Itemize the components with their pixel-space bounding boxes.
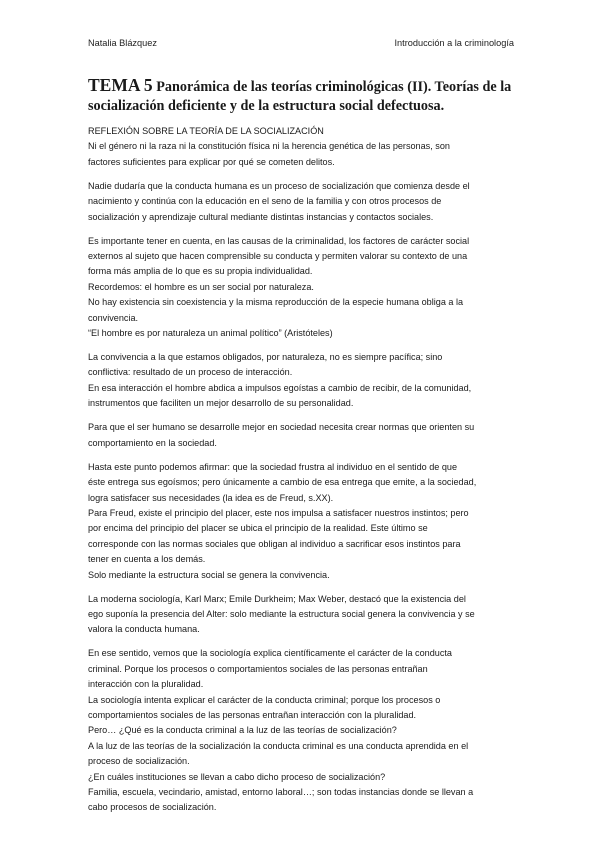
page-title [88,76,528,116]
text-line: Para Freud, existe el principio del placer, este nos impulsa a satisfacer nuestros instintos; pero [88,507,469,518]
text-line: Familia, escuela, vecindario, amistad, entorno laboral…; son todas instancias donde se llevan a [88,787,474,797]
text-line: instrumentos que faciliten un mejor desarrollo de su personalidad. [88,398,354,409]
text-line: Ni el género ni la raza ni la constitución física ni la herencia genética de las personas, son [88,141,450,152]
paragraph [88,350,518,412]
text-line: conflictiva: resultado de un proceso de interacción. [88,367,293,378]
text-line: corresponde con las normas sociales que obligan al individuo a sacrificar esos instintos para [88,538,461,549]
title-text: Panorámica de las teorías criminológicas (II). Teorías de la socialización deficiente y de la estructura social defectuosa. [88,79,512,114]
section-heading: REFLEXIÓN SOBRE LA TEORÍA DE LA SOCIALIZACIÓN [88,126,324,136]
text-line: proceso de socialización. [88,756,190,767]
text-line: Hasta este punto podemos afirmar: que la sociedad frustra al individuo en el sentido de que [88,461,458,472]
text-line: En esa interacción el hombre abdica a impulsos egoístas a cambio de recibir, de la comunidad, [88,382,472,393]
paragraph [88,420,518,451]
text-line: La convivencia a la que estamos obligados, por naturaleza, no es siempre pacífica; sino [88,352,443,363]
text-line: comportamientos sociales de las personas entrañan interacción con la pluralidad. [88,709,417,720]
paragraph [88,124,518,170]
text-line: logra satisfacer sus necesidades (la idea es de Freud, s.XX). [88,492,334,503]
paragraph [88,234,518,342]
text-line: criminal. Porque los procesos o comportamientos sociales de las personas entrañan [88,663,428,674]
text-line: ¿En cuáles instituciones se llevan a cabo dicho proceso de socialización? [88,771,386,782]
text-line: Pero… ¿Qué es la conducta criminal a la luz de las teorías de socialización? [88,725,397,736]
text-line: “El hombre es por naturaleza un animal político” (Aristóteles) [88,328,333,339]
text-line: La sociología intenta explicar el carácter de la conducta criminal; porque los procesos o [88,694,441,705]
text-line: éste entrega sus egoísmos; pero únicamente a cambio de esa entrega que emite, a la sociedad, [88,477,477,488]
text-line: externos al sujeto que hacen comprensible su conducta y permiten valorar su contexto de una [88,251,468,262]
text-line: Para que el ser humano se desarrolle mejor en sociedad necesita crear normas que orienten su [88,422,475,433]
text-line: convivencia. [88,312,139,323]
text-line: Solo mediante la estructura social se genera la convivencia. [88,569,330,580]
document-body [88,124,518,824]
text-line: A la luz de las teorías de la socialización la conducta criminal es una conducta aprendida en el [88,740,469,751]
text-line: valora la conducta humana. [88,624,200,635]
text-line: por encima del principio del placer se ubica el principio de la realidad. Este último se [88,523,428,534]
header-course: Introducción a la criminología [394,38,514,48]
paragraph [88,179,518,225]
text-line: tener en cuenta a los demás. [88,554,206,565]
header-author: Natalia Blázquez [88,38,157,48]
text-line: Es importante tener en cuenta, en las causas de la criminalidad, los factores de carácter social [88,235,470,246]
text-line: socialización y aprendizaje cultural mediante distintas instancias y contactos sociales. [88,211,434,222]
text-line: Recordemos: el hombre es un ser social por naturaleza. [88,281,314,292]
text-line: comportamiento en la sociedad. [88,437,217,448]
text-line: No hay existencia sin coexistencia y la misma reproducción de la especie humana obliga a la [88,297,464,308]
text-line: ego suponía la presencia del Alter: solo mediante la estructura social genera la convivencia y se [88,608,475,619]
text-line: En ese sentido, vemos que la sociología explica científicamente el carácter de la conducta [88,648,452,659]
text-line: forma más amplia de lo que es su propia individualidad. [88,266,313,277]
text-line: nacimiento y continúa con la educación en el seno de la familia y con otros procesos de [88,196,442,207]
title-label: TEMA 5 [88,75,153,95]
paragraph [88,592,518,638]
text-line: Nadie dudaría que la conducta humana es un proceso de socialización que comienza desde el [88,180,470,191]
text-line: factores suficientes para explicar por qué se cometen delitos. [88,156,335,167]
text-line: La moderna sociología, Karl Marx; Emile Durkheim; Max Weber, destacó que la existencia del [88,593,466,604]
paragraph [88,460,518,583]
text-line: cabo procesos de socialización. [88,802,217,813]
text-line: interacción con la pluralidad. [88,679,204,690]
paragraph [88,646,518,815]
